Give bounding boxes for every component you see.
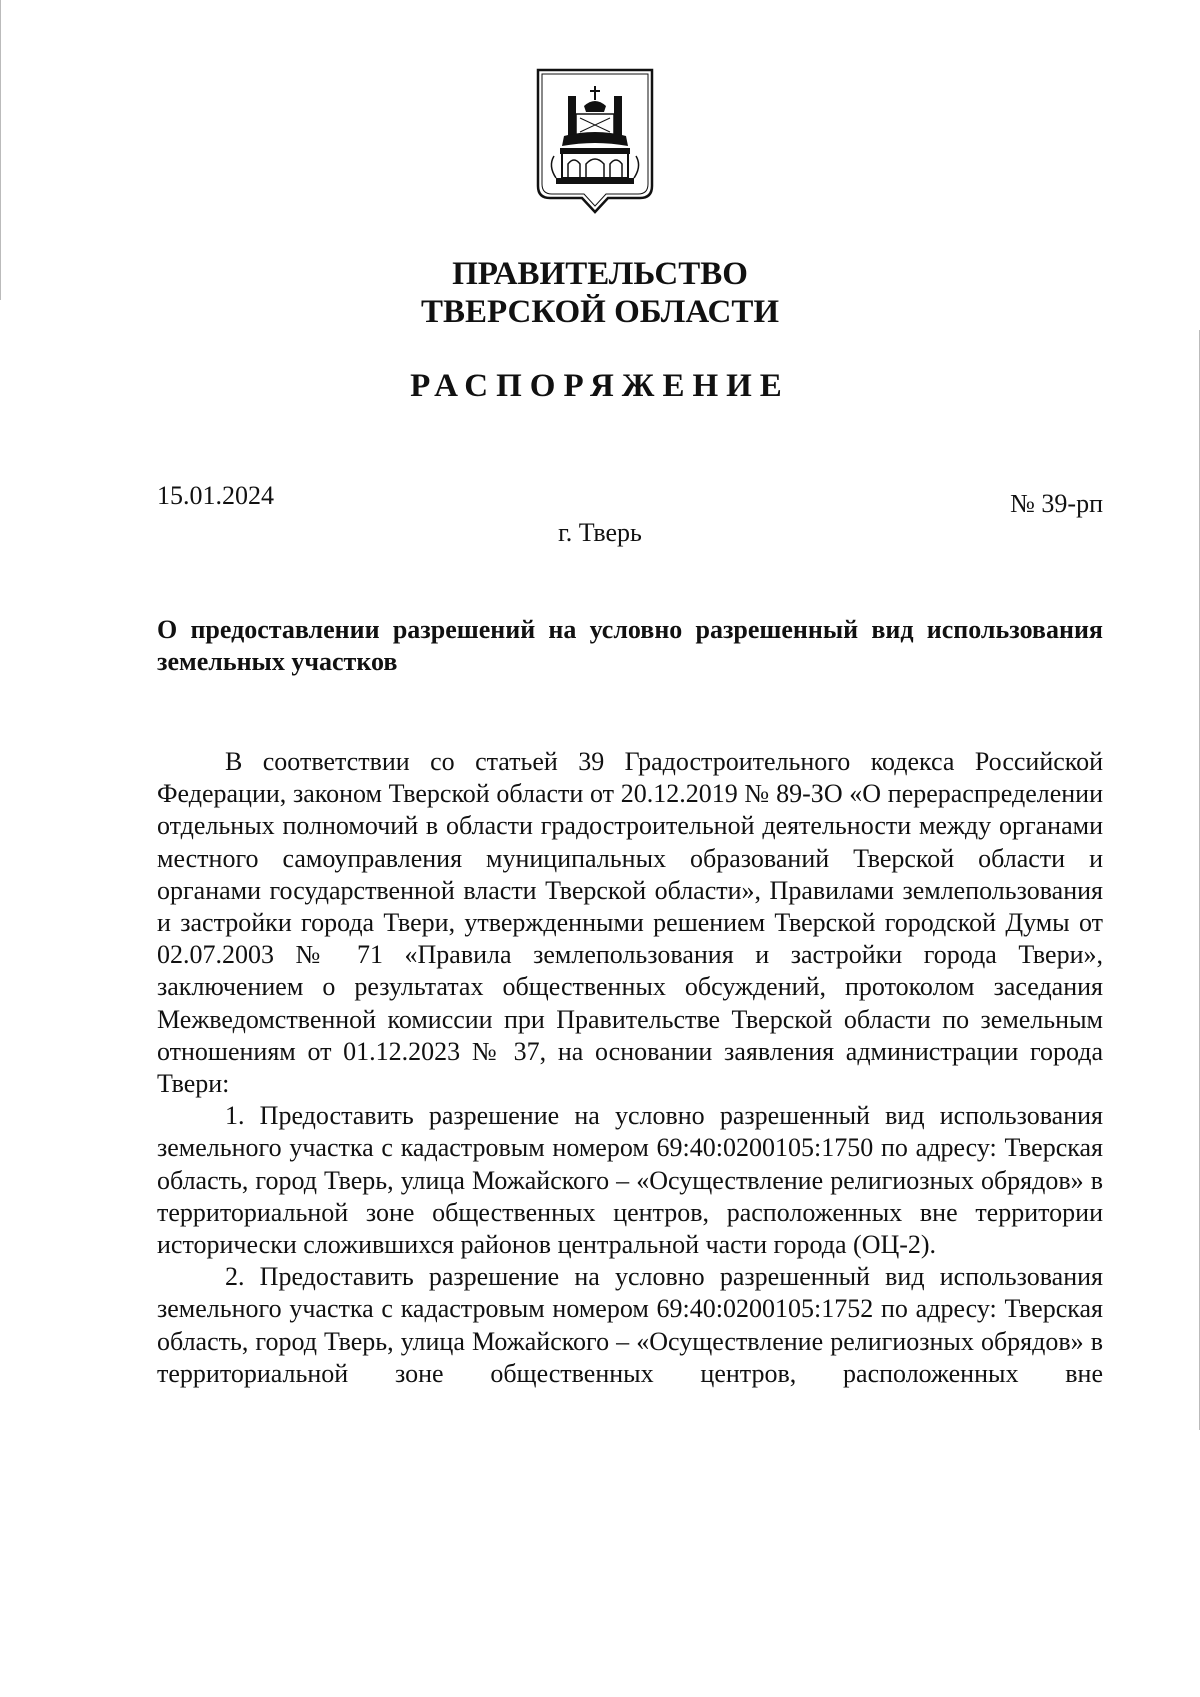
coat-of-arms-emblem	[534, 66, 656, 218]
government-title-line2: ТВЕРСКОЙ ОБЛАСТИ	[420, 294, 780, 330]
document-body	[157, 746, 1103, 1390]
item-2-paragraph: 2. Предоставить разрешение на условно разрешенный вид использования земельного участка с кадастровым номером 69:40:0200105:1752 по адресу: Тверская область, город Тверь, улица Можайского – «Осуществление религиозных обрядов» в территориальной зоне общественных центров, расположенных вне	[157, 1262, 1103, 1388]
document-city: г. Тверь	[558, 518, 642, 547]
government-title-line1: ПРАВИТЕЛЬСТВО	[452, 256, 748, 292]
document-subject: О предоставлении разрешений на условно разрешенный вид использования земельных участков	[157, 615, 1103, 676]
preamble-paragraph: В соответствии со статьей 39 Градостроительного кодекса Российской Федерации, законом Тверской области от 20.12.2019 № 89-ЗО «О перераспределении отдельных полномочий в области градостроительной деятельности между органами местного самоуправления муниципальных образований Тверской области и органами государственной власти Тверской области», Правилами землепользования и застройки города Твери, утвержденными решением Тверской городской Думы от 02.07.2003 № 71 «Правила землепользования и застройки города Твери», заключением о результатах общественных обсуждений, протоколом заседания Межведомственной комиссии при Правительстве Тверской области по земельным отношениям от 01.12.2023 № 37, на основании заявления администрации города Твери:	[157, 747, 1103, 1099]
document-number: № 39-рп	[1010, 489, 1103, 518]
document-type: РАСПОРЯЖЕНИЕ	[410, 368, 790, 404]
document-date: 15.01.2024	[157, 481, 274, 510]
item-1-paragraph: 1. Предоставить разрешение на условно разрешенный вид использования земельного участка с кадастровым номером 69:40:0200105:1750 по адресу: Тверская область, город Тверь, улица Можайского – «Осуществление религиозных обрядов» в территориальной зоне общественных центров, расположенных вне территории исторически сложившихся районов центральной части города (ОЦ-2).	[157, 1101, 1103, 1260]
